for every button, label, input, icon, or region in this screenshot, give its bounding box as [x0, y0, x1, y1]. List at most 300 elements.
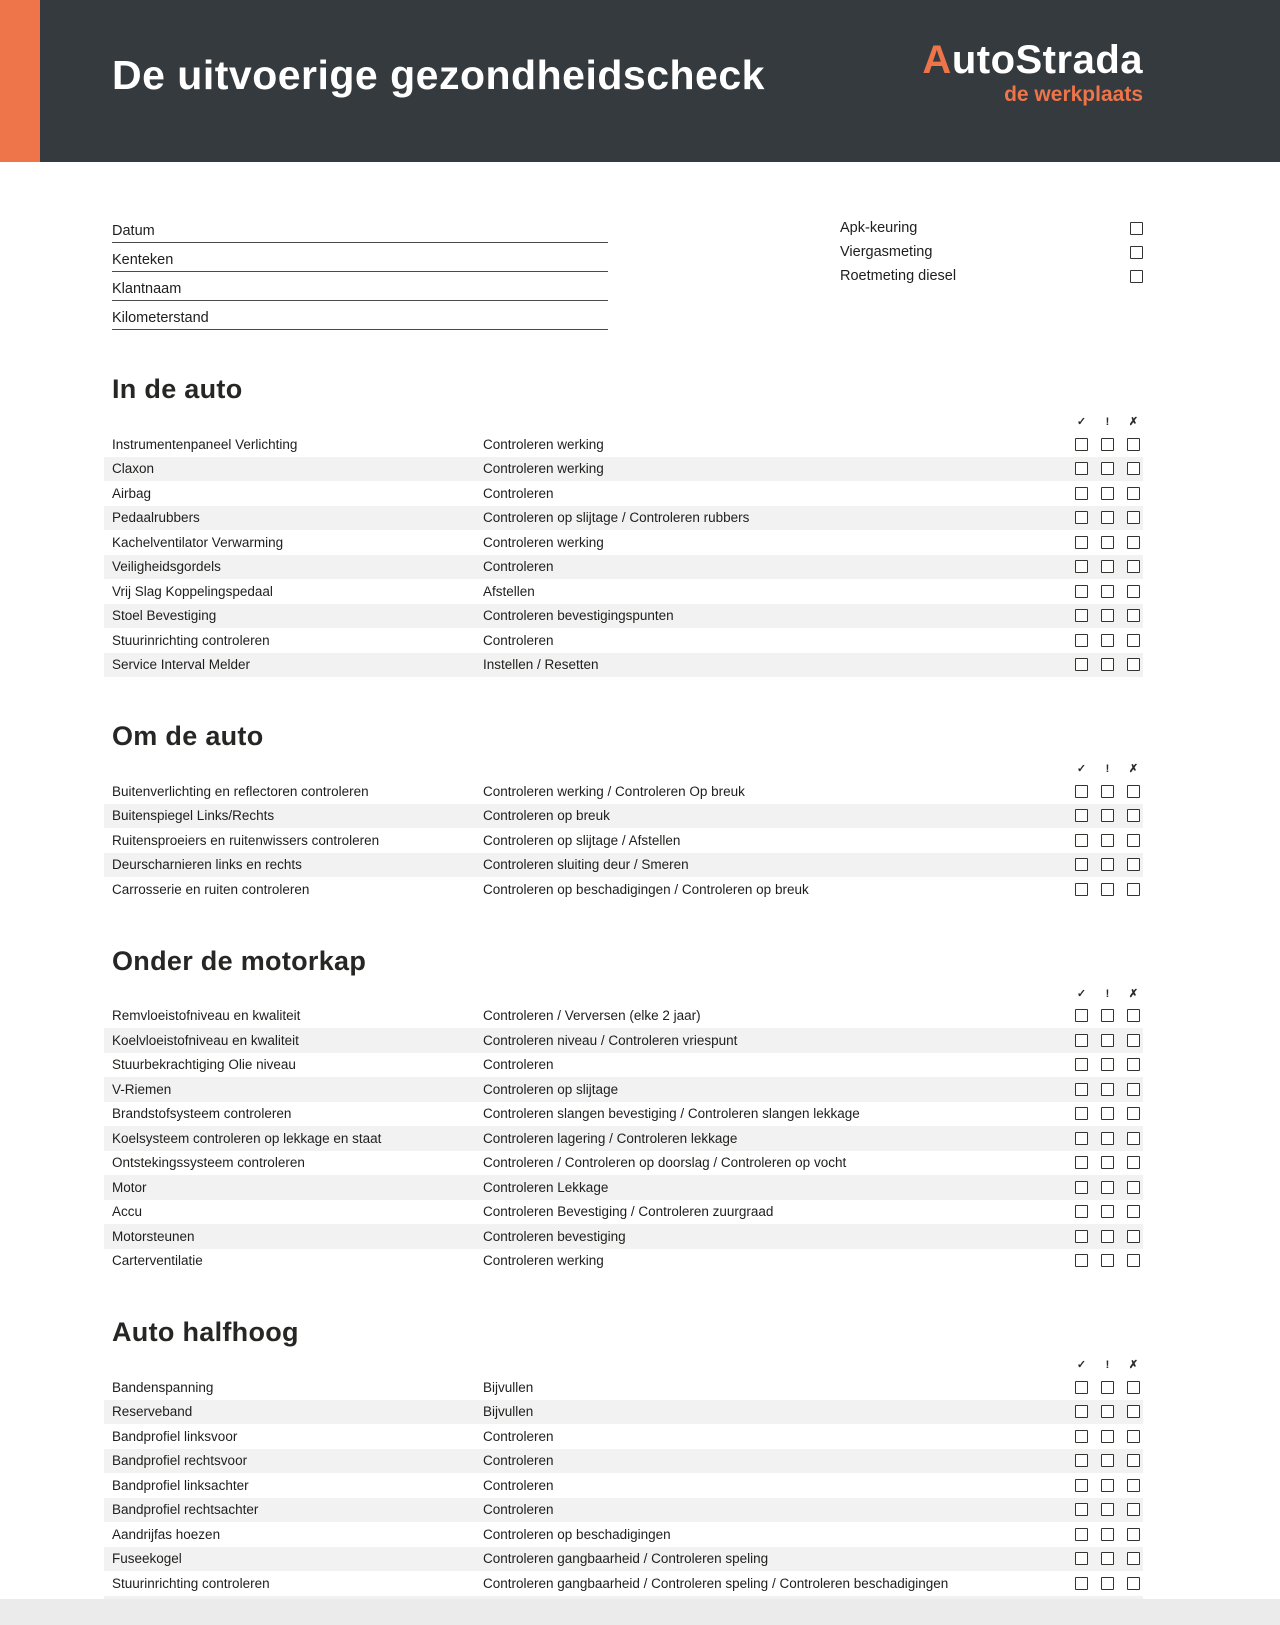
row-checkboxes: [1075, 560, 1140, 573]
checkbox-warn[interactable]: [1101, 1454, 1114, 1467]
row-action-label: Controleren op slijtage / Afstellen: [483, 832, 681, 848]
checkbox-warn[interactable]: [1101, 536, 1114, 549]
checkbox-ok[interactable]: [1075, 809, 1088, 822]
checkbox-fail[interactable]: [1127, 560, 1140, 573]
checklist-row: [104, 877, 1143, 902]
status-ok-icon: ✓: [1076, 763, 1087, 775]
row-checkboxes: [1075, 634, 1140, 647]
row-action-label: Controleren op slijtage / Controleren rubbers: [483, 510, 750, 526]
checklist-row: [104, 579, 1143, 604]
checkbox-fail[interactable]: [1127, 1503, 1140, 1516]
option-checkbox[interactable]: [1130, 246, 1143, 259]
checkbox-ok[interactable]: [1075, 536, 1088, 549]
checkbox-ok[interactable]: [1075, 858, 1088, 871]
checkbox-fail[interactable]: [1127, 1230, 1140, 1243]
checkbox-fail[interactable]: [1127, 1009, 1140, 1022]
checkbox-ok[interactable]: [1075, 834, 1088, 847]
checklist-row: [104, 804, 1143, 829]
row-action-label: Controleren op breuk: [483, 808, 610, 824]
checkbox-fail[interactable]: [1127, 785, 1140, 798]
row-action-label: Controleren: [483, 1502, 554, 1518]
row-action-label: Controleren / Controleren op doorslag / Controleren op vocht: [483, 1155, 847, 1171]
row-checkboxes: [1075, 438, 1140, 451]
row-checkboxes: [1075, 809, 1140, 822]
row-checkboxes: [1075, 1503, 1140, 1516]
checkbox-fail[interactable]: [1127, 858, 1140, 871]
checkbox-fail[interactable]: [1127, 1454, 1140, 1467]
checkbox-warn[interactable]: [1101, 1552, 1114, 1565]
row-checkboxes: [1075, 1454, 1140, 1467]
row-checkboxes: [1075, 1405, 1140, 1418]
checkbox-warn[interactable]: [1101, 1009, 1114, 1022]
row-item-label: Bandenspanning: [112, 1379, 214, 1395]
checkbox-fail[interactable]: [1127, 536, 1140, 549]
checklist-row: [104, 457, 1143, 482]
row-checkboxes: [1075, 1205, 1140, 1218]
row-item-label: Reserveband: [112, 1404, 193, 1420]
row-checkboxes: [1075, 1009, 1140, 1022]
checkbox-warn[interactable]: [1101, 634, 1114, 647]
checklist-section: [0, 946, 1280, 1274]
checkbox-fail[interactable]: [1127, 1430, 1140, 1443]
checkbox-warn[interactable]: [1101, 1479, 1114, 1492]
status-warn-icon: !: [1105, 763, 1110, 775]
checkbox-fail[interactable]: [1127, 462, 1140, 475]
checkbox-ok[interactable]: [1075, 1503, 1088, 1516]
checklist-row: [104, 1224, 1143, 1249]
checkbox-warn[interactable]: [1101, 658, 1114, 671]
checkbox-fail[interactable]: [1127, 1381, 1140, 1394]
checkbox-warn[interactable]: [1101, 1528, 1114, 1541]
row-item-label: Koelsysteem controleren op lekkage en staat: [112, 1130, 382, 1146]
row-item-label: Service Interval Melder: [112, 657, 251, 673]
checkbox-warn[interactable]: [1101, 883, 1114, 896]
checkbox-warn[interactable]: [1101, 560, 1114, 573]
checklist-row: [104, 432, 1143, 457]
row-item-label: Koelvloeistofniveau en kwaliteit: [112, 1032, 299, 1048]
row-action-label: Controleren: [483, 1057, 554, 1073]
checkbox-fail[interactable]: [1127, 1254, 1140, 1267]
checkbox-fail[interactable]: [1127, 883, 1140, 896]
row-action-label: Controleren Lekkage: [483, 1179, 609, 1195]
status-fail-icon: ✗: [1128, 987, 1139, 1000]
checkbox-ok[interactable]: [1075, 585, 1088, 598]
checklist-row: [104, 1498, 1143, 1523]
checkbox-ok[interactable]: [1075, 1577, 1088, 1590]
checklist-row: [104, 1522, 1143, 1547]
row-action-label: Controleren / Verversen (elke 2 jaar): [483, 1008, 701, 1024]
row-action-label: Bijvullen: [483, 1404, 534, 1420]
checkbox-fail[interactable]: [1127, 1577, 1140, 1590]
row-item-label: Pedaalrubbers: [112, 510, 200, 526]
checklist-sections: [0, 374, 1280, 1620]
row-checkboxes: [1075, 1034, 1140, 1047]
checklist-section: [0, 374, 1280, 677]
checklist: [104, 779, 1143, 902]
checklist-row: [104, 1200, 1143, 1225]
checkbox-warn[interactable]: [1101, 809, 1114, 822]
checkbox-fail[interactable]: [1127, 1552, 1140, 1565]
checkbox-warn[interactable]: [1101, 1083, 1114, 1096]
checkbox-ok[interactable]: [1075, 1083, 1088, 1096]
row-checkboxes: [1075, 834, 1140, 847]
checklist-section: [0, 721, 1280, 902]
row-item-label: Motor: [112, 1179, 147, 1195]
row-checkboxes: [1075, 1230, 1140, 1243]
checkbox-warn[interactable]: [1101, 1230, 1114, 1243]
row-checkboxes: [1075, 1552, 1140, 1565]
row-action-label: Bijvullen: [483, 1379, 534, 1395]
row-action-label: Controleren Bevestiging / Controleren zuurgraad: [483, 1204, 774, 1220]
form-field-label: Klantnaam: [112, 281, 182, 297]
section-title: Onder de motorkap: [112, 945, 367, 976]
checkbox-ok[interactable]: [1075, 462, 1088, 475]
checklist-row: [104, 1151, 1143, 1176]
row-item-label: Bandprofiel rechtsvoor: [112, 1453, 248, 1469]
row-item-label: Motorsteunen: [112, 1228, 195, 1244]
section-title: Om de auto: [112, 721, 264, 751]
checkbox-fail[interactable]: [1127, 1107, 1140, 1120]
row-item-label: Bandprofiel rechtsachter: [112, 1502, 259, 1518]
checkbox-warn[interactable]: [1101, 785, 1114, 798]
checkbox-fail[interactable]: [1127, 1083, 1140, 1096]
checkbox-ok[interactable]: [1075, 511, 1088, 524]
row-checkboxes: [1075, 1254, 1140, 1267]
brand-tagline: de werkplaats: [1004, 83, 1143, 106]
row-checkboxes: [1075, 511, 1140, 524]
row-item-label: Remvloeistofniveau en kwaliteit: [112, 1008, 301, 1024]
checkbox-warn[interactable]: [1101, 462, 1114, 475]
checkbox-ok[interactable]: [1075, 785, 1088, 798]
row-checkboxes: [1075, 1156, 1140, 1169]
checkbox-fail[interactable]: [1127, 634, 1140, 647]
row-action-label: Controleren niveau / Controleren vriespunt: [483, 1032, 738, 1048]
row-item-label: Bandprofiel linksachter: [112, 1477, 249, 1493]
checkbox-ok[interactable]: [1075, 1230, 1088, 1243]
checkbox-ok[interactable]: [1075, 1009, 1088, 1022]
checklist-row: [104, 1547, 1143, 1572]
checkbox-warn[interactable]: [1101, 1381, 1114, 1394]
row-action-label: Controleren bevestiging: [483, 1228, 626, 1244]
checkbox-warn[interactable]: [1101, 511, 1114, 524]
checklist-row: [104, 828, 1143, 853]
checklist-row: [104, 1424, 1143, 1449]
row-item-label: Accu: [112, 1204, 143, 1220]
checklist-row: [104, 1375, 1143, 1400]
checkbox-fail[interactable]: [1127, 658, 1140, 671]
status-fail-icon: ✗: [1128, 1359, 1139, 1371]
form-fields: [112, 214, 608, 330]
row-checkboxes: [1075, 658, 1140, 671]
row-action-label: Controleren bevestigingspunten: [483, 608, 674, 624]
row-checkboxes: [1075, 1058, 1140, 1071]
checklist-row: [104, 1249, 1143, 1274]
row-action-label: Controleren op slijtage: [483, 1081, 619, 1097]
row-item-label: Ontstekingssysteem controleren: [112, 1155, 305, 1171]
checklist-row: [104, 1473, 1143, 1498]
checklist-row: [104, 1102, 1143, 1127]
row-checkboxes: [1075, 1132, 1140, 1145]
status-warn-icon: !: [1105, 987, 1110, 1000]
checkbox-warn[interactable]: [1101, 438, 1114, 451]
checklist-section: [0, 1317, 1280, 1620]
checkbox-ok[interactable]: [1075, 438, 1088, 451]
checkbox-ok[interactable]: [1075, 1405, 1088, 1418]
checkbox-ok[interactable]: [1075, 1181, 1088, 1194]
checkbox-warn[interactable]: [1101, 1156, 1114, 1169]
checkbox-fail[interactable]: [1127, 511, 1140, 524]
row-action-label: Controleren werking: [483, 534, 604, 550]
checkbox-fail[interactable]: [1127, 1405, 1140, 1418]
page-header: [0, 0, 1280, 162]
row-checkboxes: [1075, 585, 1140, 598]
checkbox-warn[interactable]: [1101, 1405, 1114, 1418]
row-item-label: Buitenspiegel Links/Rechts: [112, 808, 275, 824]
row-checkboxes: [1075, 536, 1140, 549]
row-checkboxes: [1075, 785, 1140, 798]
row-action-label: Controleren: [483, 559, 554, 575]
checkbox-fail[interactable]: [1127, 609, 1140, 622]
checkbox-ok[interactable]: [1075, 1254, 1088, 1267]
option-label: Apk-keuring: [840, 220, 918, 236]
checkbox-ok[interactable]: [1075, 1156, 1088, 1169]
form-field[interactable]: [112, 301, 608, 330]
section-title: In de auto: [112, 374, 243, 404]
checkbox-ok[interactable]: [1075, 1034, 1088, 1047]
checkbox-fail[interactable]: [1127, 1205, 1140, 1218]
row-item-label: Stuurinrichting controleren: [112, 1575, 270, 1591]
checklist-row: [104, 1175, 1143, 1200]
checklist-row: [104, 1028, 1143, 1053]
checklist: [104, 432, 1143, 677]
checklist: [104, 1375, 1143, 1620]
checkbox-fail[interactable]: [1127, 1528, 1140, 1541]
row-checkboxes: [1075, 1430, 1140, 1443]
row-item-label: Airbag: [112, 485, 152, 501]
checkbox-ok[interactable]: [1075, 634, 1088, 647]
row-checkboxes: [1075, 1381, 1140, 1394]
checkbox-warn[interactable]: [1101, 1107, 1114, 1120]
checkbox-ok[interactable]: [1075, 487, 1088, 500]
checkbox-warn[interactable]: [1101, 1132, 1114, 1145]
row-action-label: Controleren lagering / Controleren lekkage: [483, 1130, 738, 1146]
checkbox-fail[interactable]: [1127, 487, 1140, 500]
status-ok-icon: ✓: [1076, 1359, 1087, 1371]
row-action-label: Controleren werking: [483, 1253, 604, 1269]
brand-name: [922, 40, 1143, 80]
row-action-label: Controleren op beschadigingen / Controleren op breuk: [483, 881, 809, 897]
row-action-label: Controleren: [483, 485, 554, 501]
row-checkboxes: [1075, 858, 1140, 871]
row-checkboxes: [1075, 1107, 1140, 1120]
checklist-row: [104, 1449, 1143, 1474]
status-ok-icon: ✓: [1076, 987, 1087, 1000]
checkbox-warn[interactable]: [1101, 834, 1114, 847]
checkbox-fail[interactable]: [1127, 834, 1140, 847]
section-title: Auto halfhoog: [112, 1317, 299, 1347]
row-action-label: Controleren slangen bevestiging / Controleren slangen lekkage: [483, 1106, 860, 1122]
row-checkboxes: [1075, 1528, 1140, 1541]
row-checkboxes: [1075, 1181, 1140, 1194]
checkbox-warn[interactable]: [1101, 1034, 1114, 1047]
checklist-row: [104, 1126, 1143, 1151]
checkbox-ok[interactable]: [1075, 1430, 1088, 1443]
status-warn-icon: !: [1105, 416, 1110, 428]
row-action-label: Controleren gangbaarheid / Controleren speling: [483, 1551, 769, 1567]
checkbox-fail[interactable]: [1127, 1479, 1140, 1492]
row-checkboxes: [1075, 487, 1140, 500]
row-action-label: Controleren: [483, 1477, 554, 1493]
row-action-label: Controleren: [483, 1453, 554, 1469]
row-action-label: Controleren op beschadigingen: [483, 1526, 671, 1542]
checkbox-warn[interactable]: [1101, 1181, 1114, 1194]
inspection-option: [840, 240, 1143, 264]
checkbox-ok[interactable]: [1075, 1454, 1088, 1467]
row-action-label: Controleren werking / Controleren Op breuk: [483, 783, 745, 799]
checkbox-fail[interactable]: [1127, 1058, 1140, 1071]
row-item-label: Kachelventilator Verwarming: [112, 534, 284, 550]
checkbox-warn[interactable]: [1101, 1254, 1114, 1267]
brand-name-text: utoStrada: [951, 38, 1143, 82]
checkbox-warn[interactable]: [1101, 585, 1114, 598]
page-title: De uitvoerige gezondheidscheck: [112, 52, 765, 98]
checkbox-fail[interactable]: [1127, 809, 1140, 822]
checklist-row: [104, 1053, 1143, 1078]
option-label: Roetmeting diesel: [840, 268, 957, 284]
form-field[interactable]: [112, 214, 608, 243]
checkbox-fail[interactable]: [1127, 585, 1140, 598]
row-item-label: Aandrijfas hoezen: [112, 1526, 221, 1542]
brand-logo: [922, 40, 1143, 107]
checklist-row: [104, 1077, 1143, 1102]
checkbox-warn[interactable]: [1101, 487, 1114, 500]
checklist-row: [104, 604, 1143, 629]
checkbox-ok[interactable]: [1075, 609, 1088, 622]
row-item-label: Claxon: [112, 461, 155, 477]
row-checkboxes: [1075, 1479, 1140, 1492]
row-item-label: Deurscharnieren links en rechts: [112, 857, 302, 873]
checkbox-fail[interactable]: [1127, 438, 1140, 451]
row-item-label: Stuurbekrachtiging Olie niveau: [112, 1057, 296, 1073]
status-warn-icon: !: [1105, 1359, 1110, 1371]
status-fail-icon: ✗: [1128, 763, 1139, 775]
row-checkboxes: [1075, 462, 1140, 475]
row-checkboxes: [1075, 609, 1140, 622]
checkbox-ok[interactable]: [1075, 1058, 1088, 1071]
checklist-row: [104, 853, 1143, 878]
status-legend: [104, 417, 1143, 428]
checklist-row: [104, 506, 1143, 531]
checkbox-fail[interactable]: [1127, 1156, 1140, 1169]
form-field[interactable]: [112, 243, 608, 272]
checkbox-warn[interactable]: [1101, 1058, 1114, 1071]
checklist-row: [104, 779, 1143, 804]
row-item-label: Ruitensproeiers en ruitenwissers controleren: [112, 832, 380, 848]
checkbox-ok[interactable]: [1075, 1479, 1088, 1492]
row-action-label: Controleren: [483, 632, 554, 648]
checkbox-ok[interactable]: [1075, 1132, 1088, 1145]
form-field[interactable]: [112, 272, 608, 301]
checkbox-ok[interactable]: [1075, 658, 1088, 671]
checkbox-ok[interactable]: [1075, 1552, 1088, 1565]
inspection-options: [840, 216, 1143, 288]
form-field-label: Datum: [112, 223, 155, 239]
form-field-label: Kenteken: [112, 252, 174, 268]
row-item-label: Stoel Bevestiging: [112, 608, 217, 624]
checklist-row: [104, 530, 1143, 555]
accent-bar: [0, 0, 40, 162]
status-ok-icon: ✓: [1076, 416, 1087, 428]
row-item-label: Bandprofiel linksvoor: [112, 1428, 238, 1444]
status-legend: [104, 1360, 1143, 1371]
checkbox-ok[interactable]: [1075, 1107, 1088, 1120]
checkbox-warn[interactable]: [1101, 1430, 1114, 1443]
checkbox-ok[interactable]: [1075, 1381, 1088, 1394]
row-checkboxes: [1075, 1083, 1140, 1096]
row-action-label: Controleren gangbaarheid / Controleren speling / Controleren beschadigingen: [483, 1575, 949, 1591]
option-checkbox[interactable]: [1130, 270, 1143, 283]
brand-logo-mark: A: [922, 38, 952, 82]
checklist-row: [104, 1571, 1143, 1596]
checklist-row: [104, 653, 1143, 678]
row-action-label: Controleren: [483, 1428, 554, 1444]
checkbox-warn[interactable]: [1101, 858, 1114, 871]
checkbox-ok[interactable]: [1075, 883, 1088, 896]
checkbox-warn[interactable]: [1101, 1205, 1114, 1218]
checkbox-ok[interactable]: [1075, 560, 1088, 573]
checklist-row: [104, 481, 1143, 506]
row-item-label: Instrumentenpaneel Verlichting: [112, 436, 298, 452]
row-action-label: Controleren sluiting deur / Smeren: [483, 857, 689, 873]
inspection-option: [840, 264, 1143, 288]
inspection-option: [840, 216, 1143, 240]
row-item-label: V-Riemen: [112, 1081, 172, 1097]
checklist-row: [104, 1400, 1143, 1425]
row-action-label: Instellen / Resetten: [483, 657, 599, 673]
checklist-row: [104, 628, 1143, 653]
checkbox-ok[interactable]: [1075, 1528, 1088, 1541]
checkbox-fail[interactable]: [1127, 1132, 1140, 1145]
checkbox-ok[interactable]: [1075, 1205, 1088, 1218]
checkbox-warn[interactable]: [1101, 609, 1114, 622]
row-item-label: Carrosserie en ruiten controleren: [112, 881, 310, 897]
row-checkboxes: [1075, 1577, 1140, 1590]
row-action-label: Afstellen: [483, 583, 535, 599]
option-label: Viergasmeting: [840, 244, 933, 260]
row-checkboxes: [1075, 883, 1140, 896]
checklist: [104, 1004, 1143, 1274]
status-legend: [104, 989, 1143, 1000]
row-item-label: Carterventilatie: [112, 1253, 203, 1269]
option-checkbox[interactable]: [1130, 222, 1143, 235]
checkbox-fail[interactable]: [1127, 1034, 1140, 1047]
checkbox-warn[interactable]: [1101, 1577, 1114, 1590]
row-item-label: Stuurinrichting controleren: [112, 632, 270, 648]
row-item-label: Veiligheidsgordels: [112, 559, 221, 575]
form-field-label: Kilometerstand: [112, 310, 209, 326]
row-item-label: Vrij Slag Koppelingspedaal: [112, 583, 273, 599]
form-area: [0, 214, 1280, 330]
row-action-label: Controleren werking: [483, 436, 604, 452]
checkbox-fail[interactable]: [1127, 1181, 1140, 1194]
row-item-label: Buitenverlichting en reflectoren controleren: [112, 783, 369, 799]
page-bottom-edge: [0, 1599, 1280, 1625]
status-fail-icon: ✗: [1128, 416, 1139, 428]
checklist-row: [104, 555, 1143, 580]
status-legend: [104, 764, 1143, 775]
checkbox-warn[interactable]: [1101, 1503, 1114, 1516]
row-item-label: Brandstofsysteem controleren: [112, 1106, 292, 1122]
